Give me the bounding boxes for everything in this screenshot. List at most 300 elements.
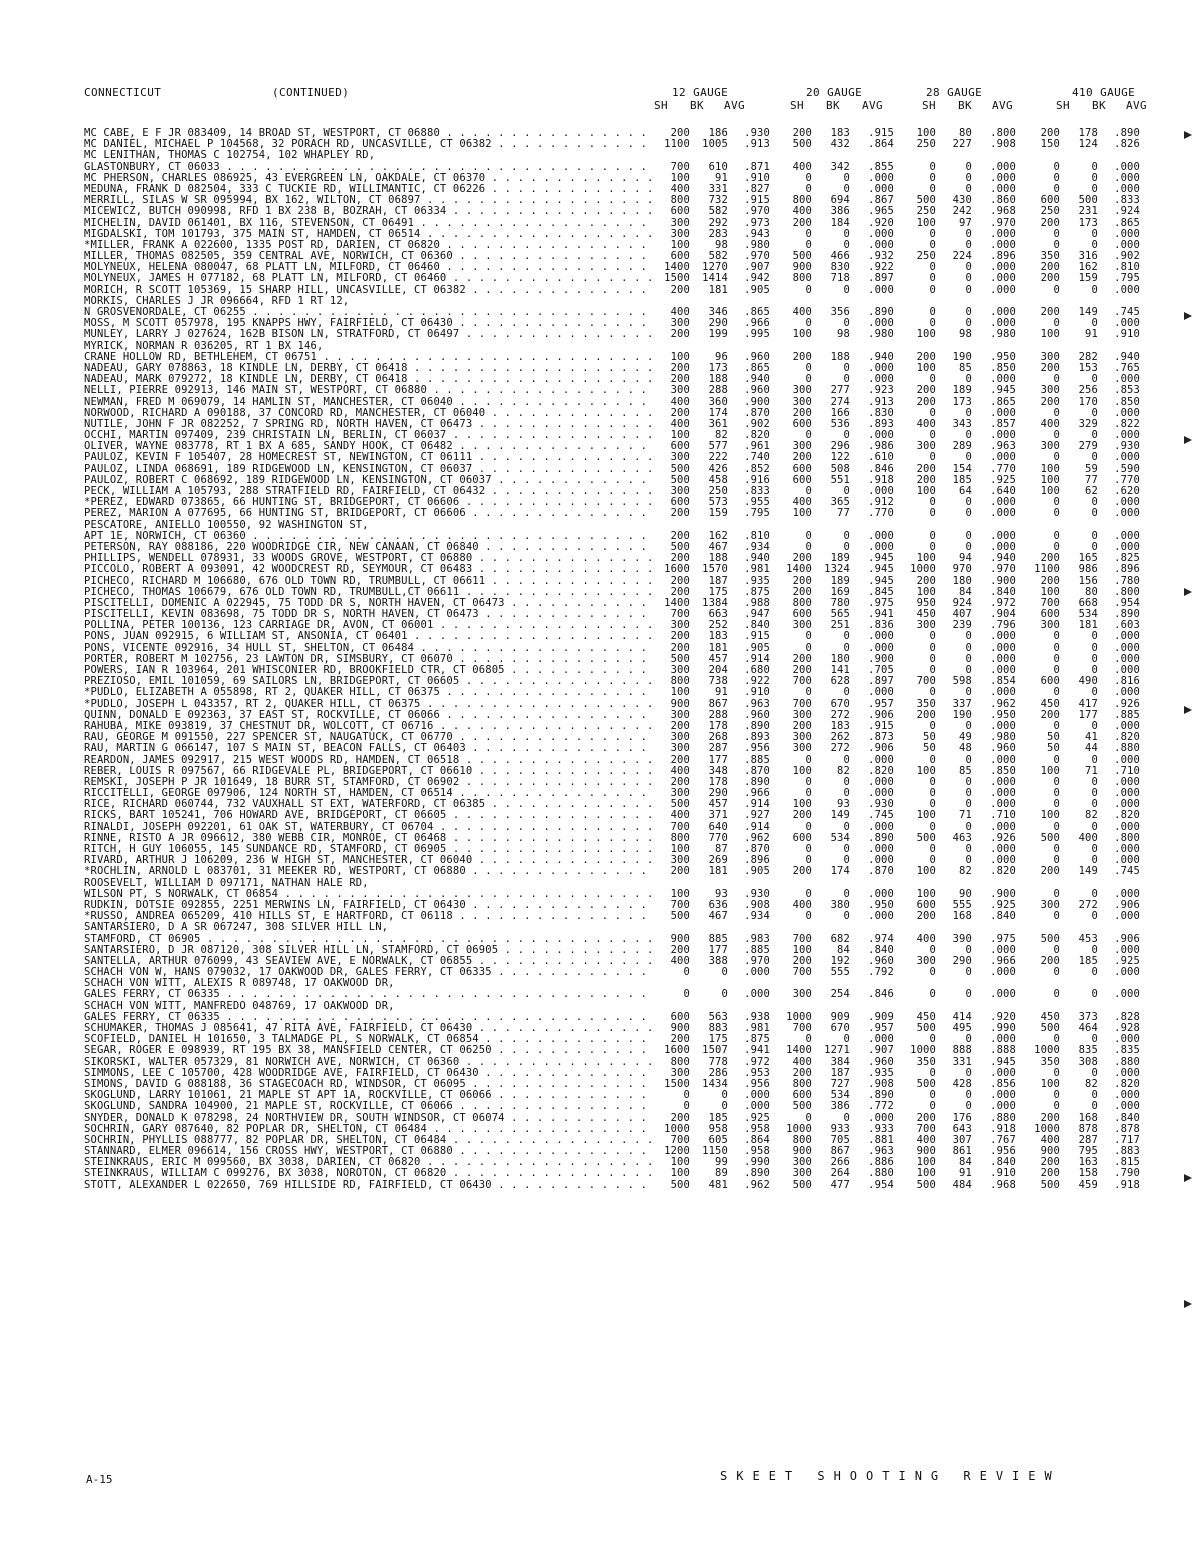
cell-sh28: 0 [929,451,936,464]
cell-sh12: 400 [670,306,690,318]
cell-avg12: .680 [744,664,770,676]
cell-bk20: 296 [830,440,850,453]
cell-bk28: 0 [965,843,972,855]
cell-sh28: 400 [916,1133,936,1146]
column-subheader: BK [690,99,705,112]
cell-bk20: 192 [830,954,850,967]
cell-avg12: .000 [744,988,770,1001]
cell-avg28: .850 [990,361,1016,374]
cell-sh20: 0 [805,429,812,442]
cell-bk28: 0 [965,227,972,240]
cell-sh410: 0 [1053,283,1060,296]
cell-avg20: .980 [868,328,894,341]
cell-sh20: 700 [792,675,812,688]
cell-sh20: 0 [805,910,812,923]
cell-avg28: .920 [990,1010,1016,1023]
cell-bk410: 0 [1091,451,1098,464]
cell-bk20: 0 [843,910,850,923]
cell-avg28: .980 [990,731,1016,744]
shooter-name-address: PICHECO, THOMAS 106679, 676 OLD TOWN RD, TRUMBULL,CT 06611 . . . [84,587,656,598]
cell-sh28: 0 [929,171,936,184]
cell-sh20: 300 [792,395,812,408]
cell-bk28: 173 [952,395,972,408]
cell-bk12: 883 [708,1022,728,1034]
cell-avg28: .000 [990,664,1016,676]
cell-sh410: 200 [1040,552,1060,565]
cell-avg410: .918 [1114,1178,1140,1191]
cell-bk410: 0 [1091,373,1098,386]
cell-avg12: .000 [744,966,770,979]
cell-bk28: 414 [952,1010,972,1023]
cell-avg12: .983 [744,932,770,945]
cell-sh12: 0 [683,988,690,1001]
cell-sh20: 600 [792,608,812,621]
cell-bk12: 175 [708,585,728,598]
table-row [84,1100,1140,1113]
shooter-table [84,127,1140,1191]
cell-avg410: .816 [1114,675,1140,688]
cell-avg12: .905 [744,865,770,878]
cell-sh12: 100 [670,887,690,900]
cell-sh20: 200 [792,574,812,587]
cell-avg28: .000 [990,529,1016,542]
cell-sh20: 300 [792,988,812,1001]
cell-sh410: 0 [1053,686,1060,699]
cell-avg410: .000 [1114,238,1140,251]
cell-sh410: 0 [1053,160,1060,173]
cell-sh20: 0 [805,630,812,643]
cell-avg410: .000 [1114,227,1140,240]
cell-avg12: .940 [744,552,770,565]
cell-sh20: 100 [792,798,812,811]
cell-sh12: 200 [670,943,690,956]
shooter-name-address: MILLER, THOMAS 082505, 359 CENTRAL AVE, NORWICH, CT 06360 . . . [84,251,656,262]
cell-avg410: .800 [1114,585,1140,598]
cell-sh20: 900 [792,1145,812,1158]
cell-avg12: .981 [744,563,770,576]
cell-avg20: .000 [868,361,894,374]
cell-sh28: 0 [929,429,936,442]
cell-avg28: .000 [990,798,1016,811]
cell-avg12: .934 [744,910,770,923]
cell-avg20: .897 [868,675,894,688]
cell-bk12: 0 [721,966,728,979]
shooter-name-address: STEINKRAUS, ERIC M 099560, BX 3038, DARIEN, CT 06820 . . . [84,1157,656,1168]
cell-sh12: 400 [670,764,690,777]
cell-bk28: 84 [959,1156,972,1169]
cell-bk20: 0 [843,686,850,699]
cell-sh20: 100 [792,943,812,956]
cell-bk28: 0 [965,272,972,285]
cell-sh410: 300 [1040,440,1060,453]
cell-sh28: 700 [916,675,936,688]
cell-sh28: 200 [916,384,936,397]
cell-bk20: 670 [830,1022,850,1034]
cell-avg410: .000 [1114,787,1140,800]
cell-sh12: 400 [670,182,690,195]
shooter-name-address: OCCHI, MARTIN 097409, 239 CHRISTAIN LN, BERLIN, CT 06037 . . . [84,430,656,441]
table-row [84,1178,1140,1191]
shooter-name-address: RICCITELLI, GEORGE 097906, 124 NORTH ST, HAMDEN, CT 06514 . . . [84,788,656,799]
cell-avg12: .820 [744,429,770,442]
cell-avg410: .826 [1114,138,1140,151]
cell-bk20: 274 [830,395,850,408]
cell-avg28: .640 [990,485,1016,497]
cell-avg28: .963 [990,440,1016,453]
cell-avg410: .825 [1114,552,1140,565]
cell-sh28: 0 [929,719,936,732]
cell-bk12: 96 [715,350,728,363]
shooter-name-address: SIMMONS, LEE C 105700, 428 WOODRIDGE AVE, FAIRFIELD, CT 06430 . . . [84,1068,656,1079]
cell-bk28: 0 [965,283,972,296]
cell-bk20: 386 [830,205,850,218]
cell-bk28: 598 [952,675,972,688]
cell-avg28: .000 [990,227,1016,240]
cell-sh410: 200 [1040,1156,1060,1169]
cell-avg12: .963 [744,697,770,710]
cell-bk12: 577 [708,440,728,453]
cell-avg12: .966 [744,317,770,330]
table-row [84,1111,1140,1124]
cell-bk28: 0 [965,171,972,184]
cell-avg410: .954 [1114,596,1140,609]
cell-sh410: 200 [1040,306,1060,318]
shooter-name-address: STOTT, ALEXANDER L 022650, 769 HILLSIDE RD, FAIRFIELD, CT 06430 . . . [84,1180,656,1191]
cell-bk28: 0 [965,630,972,643]
cell-sh20: 300 [792,731,812,744]
shooter-name-address: APT 1E, NORWICH, CT 06360 . . . [84,531,656,542]
table-row [84,283,1140,296]
cell-avg12: .885 [744,753,770,766]
cell-avg20: .836 [868,619,894,632]
cell-sh12: 100 [670,171,690,184]
cell-avg12: .905 [744,641,770,654]
cell-avg12: .930 [744,887,770,900]
shooter-name-address: MICHELIN, DAVID 061401, BX 116, STEVENSON, CT 06491 . . . [84,218,656,229]
cell-sh28: 950 [916,596,936,609]
cell-bk28: 0 [965,1066,972,1079]
cell-bk28: 0 [965,988,972,1001]
cell-avg20: .886 [868,1156,894,1169]
shooter-name-address: MORKIS, CHARLES J JR 096664, RFD 1 RT 12, [84,295,350,307]
cell-avg12: .953 [744,1066,770,1079]
cell-sh410: 250 [1040,205,1060,218]
cell-sh410: 200 [1040,1111,1060,1124]
shooter-name-address: MC DANIEL, MICHAEL P 104568, 32 PORACH RD, UNCASVILLE, CT 06382 . . . [84,139,656,150]
cell-sh28: 0 [929,160,936,173]
cell-avg20: .932 [868,250,894,263]
cell-sh12: 200 [670,585,690,598]
cell-avg410: .925 [1114,954,1140,967]
cell-sh20: 200 [792,809,812,822]
cell-avg410: .000 [1114,887,1140,900]
cell-avg12: .914 [744,820,770,833]
cell-sh28: 0 [929,496,936,509]
cell-bk28: 0 [965,429,972,442]
cell-sh28: 700 [916,1122,936,1135]
cell-sh28: 300 [916,440,936,453]
column-subheader: BK [958,99,973,112]
cell-sh28: 200 [916,350,936,363]
cell-sh20: 0 [805,485,812,497]
cell-bk28: 484 [952,1178,972,1191]
cell-bk410: 0 [1091,171,1098,184]
cell-sh410: 0 [1053,373,1060,386]
cell-bk28: 239 [952,619,972,632]
cell-sh410: 200 [1040,1167,1060,1180]
cell-bk12: 91 [715,171,728,184]
shooter-name-address: NEWMAN, FRED M 069079, 14 HAMLIN ST, MANCHESTER, CT 06040 . . . [84,397,656,408]
cell-sh28: 0 [929,775,936,788]
column-subheader: AVG [1126,99,1148,112]
shooter-name-address: STEINKRAUS, WILLIAM C 099276, BX 3038, NOROTON, CT 06820 . . . [84,1168,656,1179]
column-subheader: AVG [862,99,884,112]
cell-sh20: 0 [805,317,812,330]
cell-avg20: .846 [868,462,894,475]
cell-avg12: .956 [744,1077,770,1090]
cell-bk20: 551 [830,473,850,486]
cell-avg20: .950 [868,898,894,911]
cell-sh20: 0 [805,361,812,374]
cell-sh12: 0 [683,1089,690,1102]
shooter-name-address: MC PHERSON, CHARLES 086925, 43 EVERGREEN LN, OAKDALE, CT 06370 . . . [84,173,656,184]
cell-bk12: 252 [708,619,728,632]
cell-avg28: .926 [990,831,1016,844]
cell-avg12: .962 [744,1178,770,1191]
cell-bk410: 153 [1078,361,1098,374]
cell-bk20: 0 [843,820,850,833]
cell-avg20: .000 [868,485,894,497]
cell-sh12: 300 [670,216,690,229]
cell-bk410: 795 [1078,1145,1098,1158]
cell-bk410: 177 [1078,708,1098,721]
cell-bk20: 184 [830,216,850,229]
cell-sh28: 100 [916,127,936,139]
cell-bk28: 224 [952,250,972,263]
cell-bk28: 0 [965,641,972,654]
cell-bk410: 400 [1078,831,1098,844]
shooter-name-address: NUTILE, JOHN F JR 082252, 7 SPRING RD, NORTH HAVEN, CT 06473 . . . [84,419,656,430]
cell-bk410: 71 [1085,764,1098,777]
cell-avg410: .000 [1114,664,1140,676]
cell-bk28: 180 [952,574,972,587]
cell-bk28: 0 [965,753,972,766]
cell-sh28: 0 [929,843,936,855]
cell-avg12: .940 [744,373,770,386]
cell-bk410: 668 [1078,596,1098,609]
cell-sh12: 500 [670,910,690,923]
cell-sh20: 200 [792,585,812,598]
cell-avg28: .000 [990,182,1016,195]
cell-bk20: 534 [830,831,850,844]
cell-sh28: 0 [929,1100,936,1113]
cell-sh12: 500 [670,473,690,486]
shooter-name-address: REARDON, JAMES 092917, 215 WEST WOODS RD, HAMDEN, CT 06518 . . . [84,755,656,766]
cell-bk12: 360 [708,395,728,408]
cell-avg12: .864 [744,1133,770,1146]
cell-sh410: 100 [1040,764,1060,777]
cell-sh20: 400 [792,306,812,318]
shooter-name-address: SEGAR, ROGER E 098939, RT 195 BX 38, MANSFIELD CENTER, CT 06250 . . . [84,1045,656,1056]
cell-sh410: 0 [1053,820,1060,833]
cell-avg28: .000 [990,1089,1016,1102]
cell-sh20: 200 [792,664,812,676]
cell-sh12: 200 [670,1033,690,1046]
cell-avg28: .770 [990,462,1016,475]
cell-sh20: 0 [805,283,812,296]
cell-sh20: 200 [792,406,812,419]
cell-sh410: 200 [1040,261,1060,274]
cell-bk410: 124 [1078,138,1098,151]
cell-sh410: 0 [1053,429,1060,442]
cell-bk28: 71 [959,809,972,822]
cell-avg410: .835 [1114,1044,1140,1057]
cell-bk410: 0 [1091,820,1098,833]
cell-bk12: 636 [708,898,728,911]
shooter-name-address: POLLINA, PETER 100136, 123 CARRIAGE DR, AVON, CT 06001 . . . [84,620,656,631]
cell-avg20: .000 [868,317,894,330]
cell-avg28: .000 [990,988,1016,1001]
cell-sh410: 0 [1053,719,1060,732]
cell-bk20: 356 [830,306,850,318]
cell-sh410: 500 [1040,1178,1060,1191]
cell-bk12: 268 [708,731,728,744]
cell-sh20: 500 [792,250,812,263]
cell-sh20: 400 [792,496,812,509]
cell-sh28: 200 [916,910,936,923]
cell-bk410: 279 [1078,440,1098,453]
cell-bk20: 183 [830,127,850,139]
cell-sh12: 1500 [664,272,690,285]
cell-bk410: 0 [1091,686,1098,699]
cell-avg410: .710 [1114,764,1140,777]
cell-avg410: .745 [1114,865,1140,878]
shooter-name-address: SIKORSKI, WALTER 057329, 81 NORWICH AVE, NORWICH, CT 06360 . . . [84,1057,656,1068]
margin-mark [1184,1174,1192,1182]
cell-bk12: 287 [708,742,728,755]
cell-sh20: 0 [805,373,812,386]
cell-bk28: 90 [959,887,972,900]
cell-bk410: 0 [1091,641,1098,654]
cell-sh28: 0 [929,798,936,811]
cell-sh12: 300 [670,854,690,867]
cell-avg410: .865 [1114,216,1140,229]
cell-bk410: 0 [1091,529,1098,542]
cell-sh20: 300 [792,742,812,755]
cell-avg410: .000 [1114,719,1140,732]
cell-sh410: 0 [1053,1089,1060,1102]
cell-bk12: 283 [708,227,728,240]
cell-bk20: 0 [843,1111,850,1124]
cell-bk410: 256 [1078,384,1098,397]
cell-bk28: 495 [952,1022,972,1034]
table-row [84,272,1140,285]
cell-avg410: .745 [1114,306,1140,318]
shooter-name-address: RINNE, RISTO A JR 096612, 380 WEBB CIR, MONROE, CT 06468 . . . [84,833,656,844]
cell-sh410: 50 [1047,742,1060,755]
cell-sh28: 0 [929,306,936,318]
cell-avg410: .000 [1114,451,1140,464]
cell-avg410: .000 [1114,943,1140,956]
cell-avg12: .870 [744,843,770,855]
cell-sh410: 700 [1040,596,1060,609]
cell-bk20: 0 [843,843,850,855]
cell-avg410: .878 [1114,1122,1140,1135]
cell-avg20: .957 [868,697,894,710]
cell-sh410: 300 [1040,898,1060,911]
table-row [84,922,1124,933]
cell-sh410: 0 [1053,238,1060,251]
cell-sh410: 200 [1040,127,1060,139]
cell-sh12: 1400 [664,596,690,609]
cell-bk20: 780 [830,596,850,609]
cell-sh20: 400 [792,898,812,911]
cell-bk28: 555 [952,898,972,911]
cell-bk28: 0 [965,719,972,732]
cell-bk12: 292 [708,216,728,229]
cell-sh20: 0 [805,887,812,900]
gauge-header-410: 410 GAUGE [1072,86,1136,99]
shooter-name-address: RUDKIN, DOTSIE 092855, 2251 MERWINS LN, FAIRFIELD, CT 06430 . . . [84,900,656,911]
cell-avg410: .890 [1114,608,1140,621]
cell-avg20: .922 [868,261,894,274]
cell-bk410: 178 [1078,127,1098,139]
table-row [84,686,1140,699]
cell-sh28: 400 [916,932,936,945]
cell-bk12: 188 [708,552,728,565]
cell-avg28: .990 [990,1022,1016,1034]
cell-bk12: 199 [708,328,728,341]
shooter-name-address: GLASTONBURY, CT 06033 . . . [84,162,656,173]
cell-avg28: .000 [990,775,1016,788]
margin-mark [1184,131,1192,139]
cell-avg28: .000 [990,820,1016,833]
cell-bk20: 183 [830,719,850,732]
cell-bk410: 0 [1091,787,1098,800]
cell-sh12: 700 [670,160,690,173]
cell-sh28: 400 [916,417,936,430]
cell-sh20: 100 [792,764,812,777]
cell-bk410: 77 [1085,473,1098,486]
cell-bk20: 187 [830,1066,850,1079]
cell-avg12: .988 [744,596,770,609]
shooter-name-address: PONS, JUAN 092915, 6 WILLIAM ST, ANSONIA, CT 06401 . . . [84,631,656,642]
cell-sh20: 400 [792,1055,812,1068]
shooter-name-address: PAULOZ, KEVIN F 105407, 28 HOMECREST ST, NEWINGTON, CT 06111 . . . [84,452,656,463]
cell-sh20: 300 [792,384,812,397]
cell-avg28: .980 [990,328,1016,341]
cell-sh12: 200 [670,552,690,565]
cell-avg410: .906 [1114,932,1140,945]
cell-avg28: .000 [990,753,1016,766]
cell-avg20: .975 [868,596,894,609]
table-row [84,451,1140,464]
cell-avg20: .940 [868,350,894,363]
cell-avg12: .962 [744,831,770,844]
cell-avg410: .717 [1114,1133,1140,1146]
cell-bk20: 149 [830,809,850,822]
cell-bk20: 122 [830,451,850,464]
cell-avg20: .907 [868,1044,894,1057]
cell-sh20: 0 [805,641,812,654]
cell-sh20: 200 [792,1066,812,1079]
cell-sh12: 0 [683,966,690,979]
cell-bk12: 0 [721,1089,728,1102]
shooter-name-address: STANNARD, ELMER 096614, 156 CROSS HWY, WESTPORT, CT 06880 . . . [84,1146,656,1157]
cell-bk28: 0 [965,1033,972,1046]
cell-sh12: 100 [670,686,690,699]
cell-avg20: .913 [868,395,894,408]
